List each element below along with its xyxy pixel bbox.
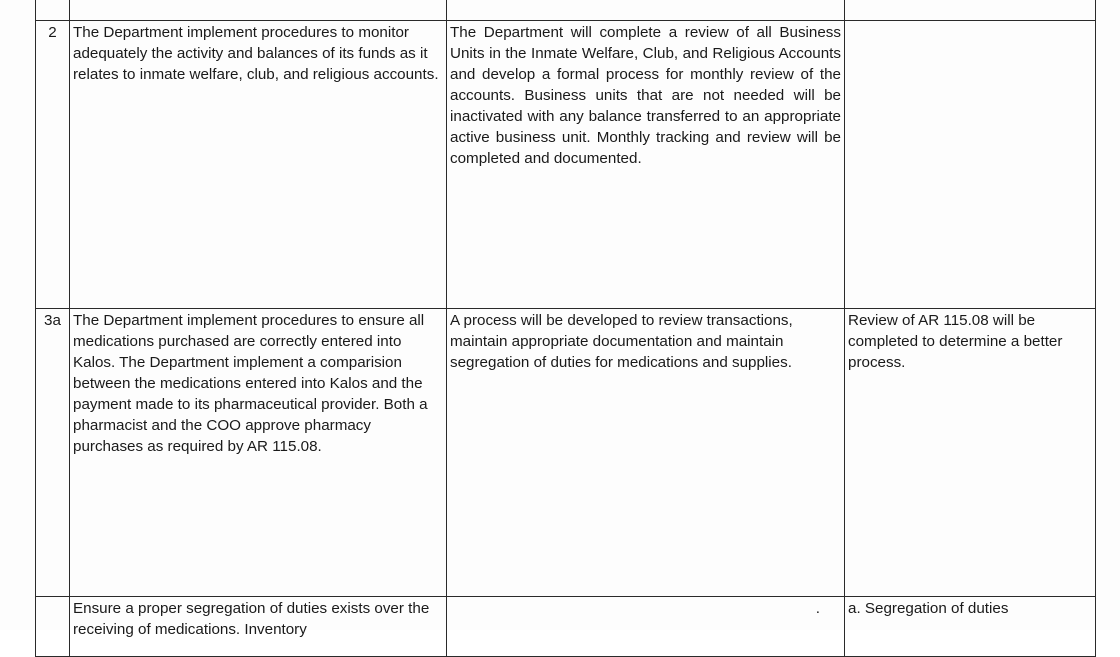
recommendation-cell: The Department implement procedures to ensure all medications purchased are correctly entered into Kalos. The Department implement a comparision between the medications entered into Kalos and the payment made to its pharmaceutical provider. Both a pharmacist and the COO approve pharmacy purchases as required by AR 115.08. <box>70 309 447 597</box>
action-cell <box>845 21 1096 309</box>
row-number <box>36 597 70 657</box>
response-cell: A process will be developed to review transactions, maintain appropriate documentation and maintain segregation of duties for medications and supplies. <box>447 309 845 597</box>
response-text: The Department will complete a review of all Business Units in the Inmate Welfare, Club, and Religious Accounts and develop a formal process for monthly review of the accounts. Business units that are not needed will be inactivated with any balance transferred to an appropriate active business unit. Monthly tracking and review will be completed and documented. <box>450 24 841 167</box>
recommendation-cell: Ensure a proper segregation of duties exists over the receiving of medications. Inventory <box>70 597 447 657</box>
response-cell <box>447 0 845 21</box>
recommendation-cell <box>70 0 447 21</box>
action-cell: a. Segregation of duties <box>845 597 1096 657</box>
action-cell <box>845 0 1096 21</box>
table-row <box>36 21 1096 309</box>
table-row <box>36 597 1096 657</box>
stray-mark: . <box>815 600 820 617</box>
row-number <box>36 0 70 21</box>
row-number: 2 <box>36 21 70 309</box>
row-number: 3a <box>36 309 70 597</box>
recommendation-cell: The Department implement procedures to monitor adequately the activity and balances of its funds as it relates to inmate welfare, club, and religious accounts. <box>70 21 447 309</box>
response-cell <box>447 597 845 657</box>
response-cell <box>447 21 845 309</box>
audit-findings-table <box>35 0 1096 657</box>
action-cell: Review of AR 115.08 will be completed to determine a better process. <box>845 309 1096 597</box>
table-row <box>36 0 1096 21</box>
table-row <box>36 309 1096 597</box>
